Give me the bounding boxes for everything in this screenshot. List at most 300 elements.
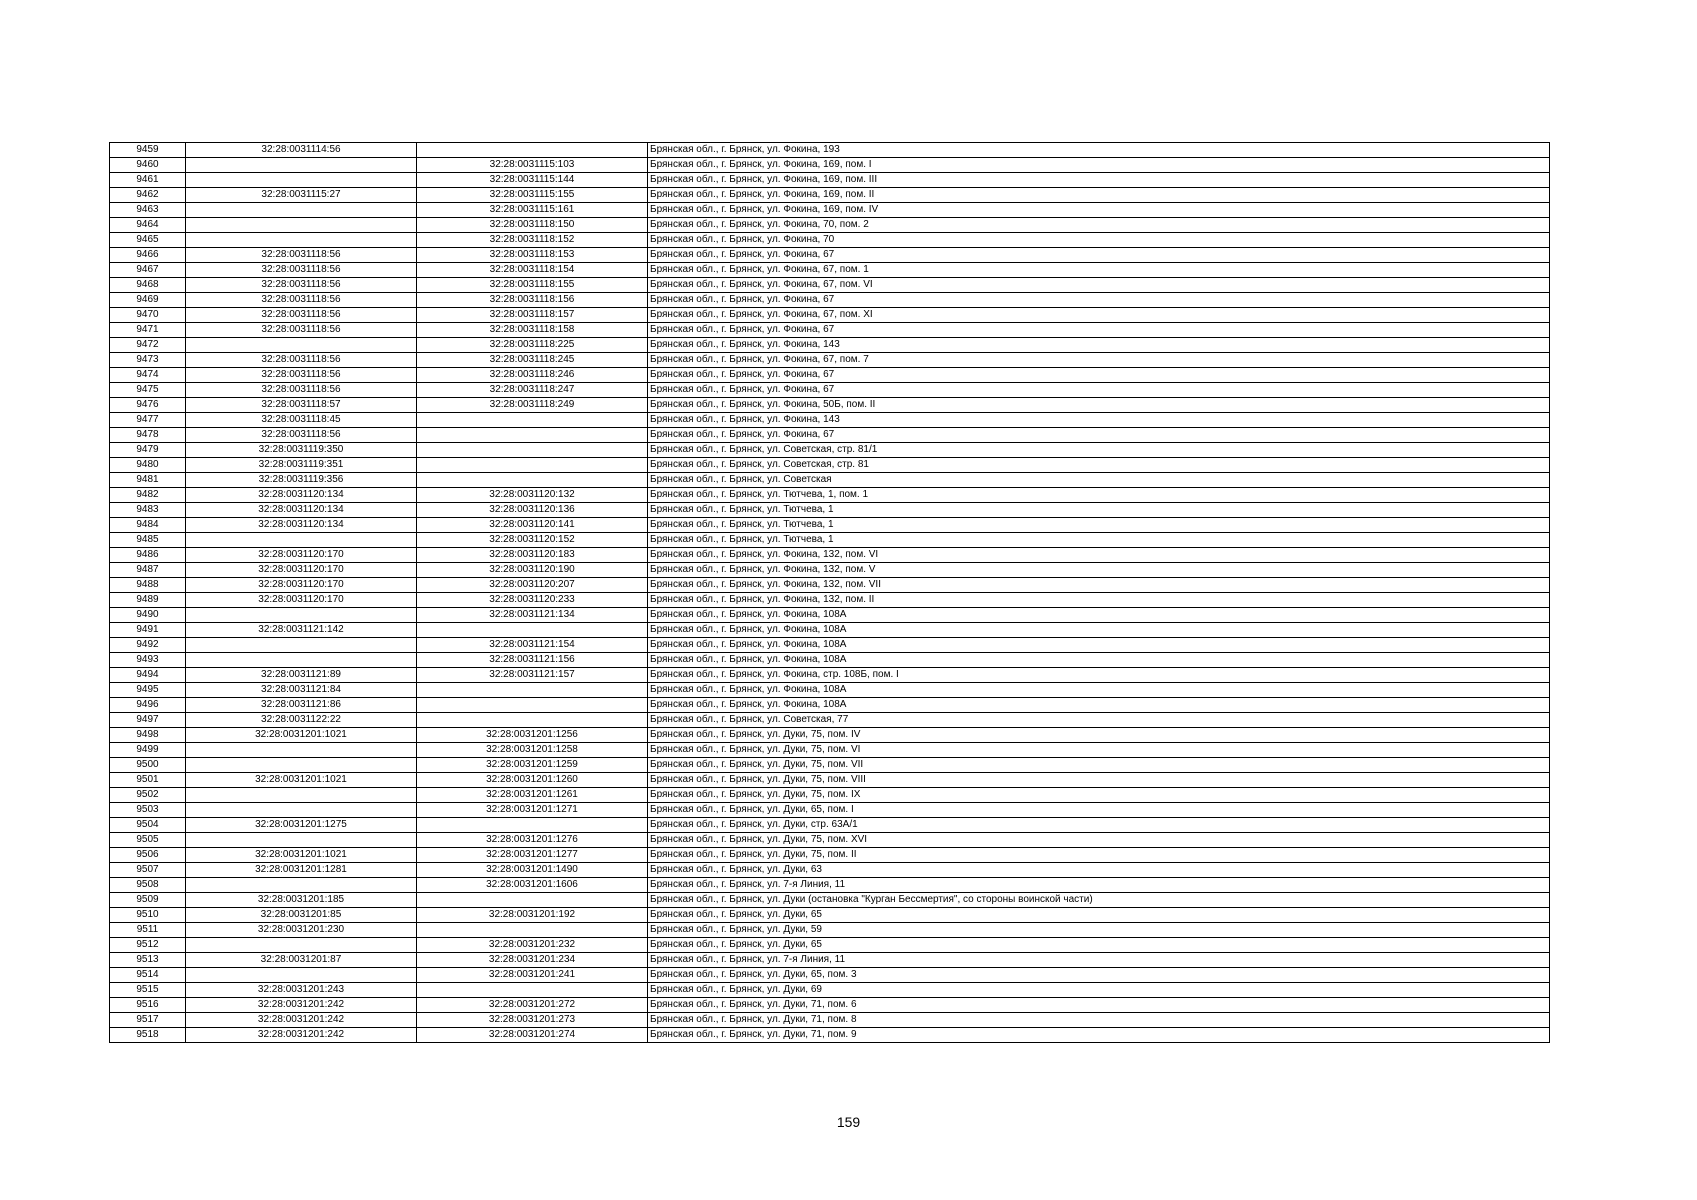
- object-cadastral-number-cell: 32:28:0031120:136: [417, 503, 648, 518]
- land-cadastral-number-cell: [186, 878, 417, 893]
- row-number-cell: 9476: [110, 398, 186, 413]
- table-row: [110, 773, 1550, 788]
- object-cadastral-number-cell: 32:28:0031201:274: [417, 1028, 648, 1043]
- row-number-cell: 9460: [110, 158, 186, 173]
- address-cell: Брянская обл., г. Брянск, ул. Дуки, 75, пом. IV: [648, 728, 1550, 743]
- object-cadastral-number-cell: [417, 143, 648, 158]
- table-row: [110, 218, 1550, 233]
- land-cadastral-number-cell: 32:28:0031118:56: [186, 383, 417, 398]
- land-cadastral-number-cell: [186, 653, 417, 668]
- table-row: [110, 713, 1550, 728]
- object-cadastral-number-cell: 32:28:0031120:183: [417, 548, 648, 563]
- object-cadastral-number-cell: 32:28:0031118:158: [417, 323, 648, 338]
- table-row: [110, 878, 1550, 893]
- object-cadastral-number-cell: 32:28:0031201:241: [417, 968, 648, 983]
- row-number-cell: 9462: [110, 188, 186, 203]
- land-cadastral-number-cell: [186, 203, 417, 218]
- address-cell: Брянская обл., г. Брянск, ул. Дуки, 65, пом. I: [648, 803, 1550, 818]
- row-number-cell: 9464: [110, 218, 186, 233]
- object-cadastral-number-cell: 32:28:0031120:207: [417, 578, 648, 593]
- land-cadastral-number-cell: 32:28:0031201:1021: [186, 773, 417, 788]
- table-row: [110, 953, 1550, 968]
- land-cadastral-number-cell: 32:28:0031201:242: [186, 998, 417, 1013]
- address-cell: Брянская обл., г. Брянск, ул. Фокина, 108А: [648, 653, 1550, 668]
- row-number-cell: 9495: [110, 683, 186, 698]
- row-number-cell: 9467: [110, 263, 186, 278]
- address-cell: Брянская обл., г. Брянск, ул. Фокина, 67: [648, 323, 1550, 338]
- land-cadastral-number-cell: 32:28:0031118:56: [186, 368, 417, 383]
- object-cadastral-number-cell: 32:28:0031118:153: [417, 248, 648, 263]
- object-cadastral-number-cell: [417, 893, 648, 908]
- row-number-cell: 9488: [110, 578, 186, 593]
- table-row: [110, 458, 1550, 473]
- address-cell: Брянская обл., г. Брянск, ул. Дуки (остановка "Курган Бессмертия", со стороны воинской части): [648, 893, 1550, 908]
- object-cadastral-number-cell: 32:28:0031115:144: [417, 173, 648, 188]
- table-row: [110, 923, 1550, 938]
- address-cell: Брянская обл., г. Брянск, ул. Фокина, 67: [648, 368, 1550, 383]
- row-number-cell: 9469: [110, 293, 186, 308]
- address-cell: Брянская обл., г. Брянск, ул. Фокина, 169, пом. II: [648, 188, 1550, 203]
- address-cell: Брянская обл., г. Брянск, ул. Дуки, 75, пом. VII: [648, 758, 1550, 773]
- table-row: [110, 803, 1550, 818]
- address-cell: Брянская обл., г. Брянск, ул. Дуки, 65, пом. 3: [648, 968, 1550, 983]
- land-cadastral-number-cell: 32:28:0031118:56: [186, 428, 417, 443]
- table-row: [110, 278, 1550, 293]
- row-number-cell: 9509: [110, 893, 186, 908]
- row-number-cell: 9514: [110, 968, 186, 983]
- object-cadastral-number-cell: 32:28:0031118:152: [417, 233, 648, 248]
- address-cell: Брянская обл., г. Брянск, ул. Советская, стр. 81/1: [648, 443, 1550, 458]
- land-cadastral-number-cell: 32:28:0031201:1021: [186, 848, 417, 863]
- address-cell: Брянская обл., г. Брянск, ул. Фокина, 108А: [648, 608, 1550, 623]
- object-cadastral-number-cell: 32:28:0031201:1260: [417, 773, 648, 788]
- land-cadastral-number-cell: 32:28:0031120:134: [186, 518, 417, 533]
- table-row: [110, 428, 1550, 443]
- address-cell: Брянская обл., г. Брянск, ул. Фокина, 132, пом. V: [648, 563, 1550, 578]
- object-cadastral-number-cell: 32:28:0031118:150: [417, 218, 648, 233]
- object-cadastral-number-cell: 32:28:0031120:233: [417, 593, 648, 608]
- address-cell: Брянская обл., г. Брянск, ул. Дуки, 71, пом. 8: [648, 1013, 1550, 1028]
- object-cadastral-number-cell: 32:28:0031120:152: [417, 533, 648, 548]
- land-cadastral-number-cell: 32:28:0031118:56: [186, 278, 417, 293]
- table-row: [110, 533, 1550, 548]
- address-cell: Брянская обл., г. Брянск, ул. Советская, 77: [648, 713, 1550, 728]
- land-cadastral-number-cell: [186, 758, 417, 773]
- land-cadastral-number-cell: 32:28:0031120:170: [186, 563, 417, 578]
- object-cadastral-number-cell: 32:28:0031121:154: [417, 638, 648, 653]
- land-cadastral-number-cell: 32:28:0031118:56: [186, 263, 417, 278]
- land-cadastral-number-cell: 32:28:0031118:56: [186, 293, 417, 308]
- address-cell: Брянская обл., г. Брянск, ул. Фокина, 108А: [648, 683, 1550, 698]
- land-cadastral-number-cell: 32:28:0031120:170: [186, 593, 417, 608]
- row-number-cell: 9511: [110, 923, 186, 938]
- land-cadastral-number-cell: 32:28:0031121:86: [186, 698, 417, 713]
- address-cell: Брянская обл., г. Брянск, ул. Дуки, 71, пом. 9: [648, 1028, 1550, 1043]
- object-cadastral-number-cell: 32:28:0031201:1258: [417, 743, 648, 758]
- object-cadastral-number-cell: [417, 413, 648, 428]
- row-number-cell: 9471: [110, 323, 186, 338]
- row-number-cell: 9498: [110, 728, 186, 743]
- object-cadastral-number-cell: [417, 428, 648, 443]
- land-cadastral-number-cell: 32:28:0031121:84: [186, 683, 417, 698]
- row-number-cell: 9491: [110, 623, 186, 638]
- table-row: [110, 518, 1550, 533]
- table-row: [110, 263, 1550, 278]
- table-row: [110, 308, 1550, 323]
- table-row: [110, 983, 1550, 998]
- object-cadastral-number-cell: 32:28:0031201:1490: [417, 863, 648, 878]
- object-cadastral-number-cell: 32:28:0031201:1261: [417, 788, 648, 803]
- table-row: [110, 503, 1550, 518]
- table-row: [110, 593, 1550, 608]
- address-cell: Брянская обл., г. Брянск, ул. Дуки, 65: [648, 938, 1550, 953]
- table-row: [110, 623, 1550, 638]
- table-row: [110, 758, 1550, 773]
- address-cell: Брянская обл., г. Брянск, ул. Дуки, 59: [648, 923, 1550, 938]
- row-number-cell: 9486: [110, 548, 186, 563]
- object-cadastral-number-cell: 32:28:0031121:156: [417, 653, 648, 668]
- object-cadastral-number-cell: 32:28:0031118:246: [417, 368, 648, 383]
- land-cadastral-number-cell: [186, 233, 417, 248]
- table-row: [110, 578, 1550, 593]
- row-number-cell: 9461: [110, 173, 186, 188]
- table-row: [110, 188, 1550, 203]
- row-number-cell: 9510: [110, 908, 186, 923]
- address-cell: Брянская обл., г. Брянск, ул. Дуки, 69: [648, 983, 1550, 998]
- table-row: [110, 728, 1550, 743]
- address-cell: Брянская обл., г. Брянск, ул. Дуки, стр. 63А/1: [648, 818, 1550, 833]
- land-cadastral-number-cell: 32:28:0031115:27: [186, 188, 417, 203]
- table-row: [110, 473, 1550, 488]
- address-cell: Брянская обл., г. Брянск, ул. Дуки, 75, пом. VI: [648, 743, 1550, 758]
- row-number-cell: 9480: [110, 458, 186, 473]
- address-cell: Брянская обл., г. Брянск, ул. Фокина, 67, пом. XI: [648, 308, 1550, 323]
- table-row: [110, 203, 1550, 218]
- land-cadastral-number-cell: 32:28:0031121:142: [186, 623, 417, 638]
- land-cadastral-number-cell: 32:28:0031120:170: [186, 578, 417, 593]
- row-number-cell: 9481: [110, 473, 186, 488]
- land-cadastral-number-cell: 32:28:0031114:56: [186, 143, 417, 158]
- object-cadastral-number-cell: [417, 443, 648, 458]
- object-cadastral-number-cell: 32:28:0031118:249: [417, 398, 648, 413]
- row-number-cell: 9508: [110, 878, 186, 893]
- table-row: [110, 998, 1550, 1013]
- object-cadastral-number-cell: [417, 698, 648, 713]
- table-row: [110, 488, 1550, 503]
- object-cadastral-number-cell: 32:28:0031115:161: [417, 203, 648, 218]
- address-cell: Брянская обл., г. Брянск, ул. Фокина, 108А: [648, 638, 1550, 653]
- address-cell: Брянская обл., г. Брянск, ул. Фокина, 67: [648, 293, 1550, 308]
- table-row: [110, 668, 1550, 683]
- object-cadastral-number-cell: 32:28:0031118:247: [417, 383, 648, 398]
- table-row: [110, 968, 1550, 983]
- address-cell: Брянская обл., г. Брянск, ул. Фокина, 132, пом. VI: [648, 548, 1550, 563]
- table-row: [110, 158, 1550, 173]
- row-number-cell: 9459: [110, 143, 186, 158]
- land-cadastral-number-cell: [186, 158, 417, 173]
- address-cell: Брянская обл., г. Брянск, ул. Фокина, 132, пом. II: [648, 593, 1550, 608]
- address-cell: Брянская обл., г. Брянск, ул. Фокина, 108А: [648, 698, 1550, 713]
- land-cadastral-number-cell: 32:28:0031122:22: [186, 713, 417, 728]
- land-cadastral-number-cell: [186, 218, 417, 233]
- table-row: [110, 893, 1550, 908]
- land-cadastral-number-cell: [186, 638, 417, 653]
- table-row: [110, 788, 1550, 803]
- registry-table: [109, 142, 1550, 1043]
- address-cell: Брянская обл., г. Брянск, ул. Фокина, 169, пом. IV: [648, 203, 1550, 218]
- table-row: [110, 908, 1550, 923]
- row-number-cell: 9484: [110, 518, 186, 533]
- address-cell: Брянская обл., г. Брянск, ул. Фокина, 143: [648, 338, 1550, 353]
- address-cell: Брянская обл., г. Брянск, ул. Фокина, 132, пом. VII: [648, 578, 1550, 593]
- address-cell: Брянская обл., г. Брянск, ул. Фокина, 67, пом. VI: [648, 278, 1550, 293]
- table-row: [110, 443, 1550, 458]
- land-cadastral-number-cell: 32:28:0031119:356: [186, 473, 417, 488]
- address-cell: Брянская обл., г. Брянск, ул. Дуки, 63: [648, 863, 1550, 878]
- object-cadastral-number-cell: 32:28:0031121:157: [417, 668, 648, 683]
- land-cadastral-number-cell: 32:28:0031119:351: [186, 458, 417, 473]
- row-number-cell: 9502: [110, 788, 186, 803]
- table-row: [110, 743, 1550, 758]
- land-cadastral-number-cell: 32:28:0031120:170: [186, 548, 417, 563]
- row-number-cell: 9466: [110, 248, 186, 263]
- address-cell: Брянская обл., г. Брянск, ул. Фокина, 108А: [648, 623, 1550, 638]
- object-cadastral-number-cell: 32:28:0031115:155: [417, 188, 648, 203]
- address-cell: Брянская обл., г. Брянск, ул. Фокина, 169, пом. III: [648, 173, 1550, 188]
- land-cadastral-number-cell: 32:28:0031201:1275: [186, 818, 417, 833]
- table-row: [110, 848, 1550, 863]
- row-number-cell: 9479: [110, 443, 186, 458]
- row-number-cell: 9485: [110, 533, 186, 548]
- land-cadastral-number-cell: [186, 803, 417, 818]
- row-number-cell: 9475: [110, 383, 186, 398]
- address-cell: Брянская обл., г. Брянск, ул. Фокина, 67: [648, 428, 1550, 443]
- row-number-cell: 9487: [110, 563, 186, 578]
- address-cell: Брянская обл., г. Брянск, ул. Фокина, 70: [648, 233, 1550, 248]
- land-cadastral-number-cell: 32:28:0031118:57: [186, 398, 417, 413]
- table-row: [110, 698, 1550, 713]
- object-cadastral-number-cell: 32:28:0031201:1256: [417, 728, 648, 743]
- table-row: [110, 323, 1550, 338]
- row-number-cell: 9482: [110, 488, 186, 503]
- object-cadastral-number-cell: 32:28:0031118:245: [417, 353, 648, 368]
- row-number-cell: 9513: [110, 953, 186, 968]
- row-number-cell: 9489: [110, 593, 186, 608]
- object-cadastral-number-cell: 32:28:0031118:157: [417, 308, 648, 323]
- address-cell: Брянская обл., г. Брянск, ул. Фокина, 169, пом. I: [648, 158, 1550, 173]
- land-cadastral-number-cell: [186, 533, 417, 548]
- object-cadastral-number-cell: 32:28:0031201:192: [417, 908, 648, 923]
- object-cadastral-number-cell: 32:28:0031115:103: [417, 158, 648, 173]
- table-row: [110, 383, 1550, 398]
- address-cell: Брянская обл., г. Брянск, ул. Советская, стр. 81: [648, 458, 1550, 473]
- land-cadastral-number-cell: 32:28:0031201:87: [186, 953, 417, 968]
- row-number-cell: 9483: [110, 503, 186, 518]
- land-cadastral-number-cell: 32:28:0031118:56: [186, 323, 417, 338]
- object-cadastral-number-cell: 32:28:0031201:273: [417, 1013, 648, 1028]
- land-cadastral-number-cell: 32:28:0031118:56: [186, 353, 417, 368]
- object-cadastral-number-cell: [417, 683, 648, 698]
- row-number-cell: 9501: [110, 773, 186, 788]
- table-row: [110, 938, 1550, 953]
- object-cadastral-number-cell: 32:28:0031201:1271: [417, 803, 648, 818]
- address-cell: Брянская обл., г. Брянск, ул. Фокина, 70, пом. 2: [648, 218, 1550, 233]
- object-cadastral-number-cell: 32:28:0031201:272: [417, 998, 648, 1013]
- row-number-cell: 9478: [110, 428, 186, 443]
- table-row: [110, 863, 1550, 878]
- land-cadastral-number-cell: [186, 173, 417, 188]
- row-number-cell: 9494: [110, 668, 186, 683]
- row-number-cell: 9473: [110, 353, 186, 368]
- table-row: [110, 563, 1550, 578]
- address-cell: Брянская обл., г. Брянск, ул. Дуки, 75, пом. II: [648, 848, 1550, 863]
- table-row: [110, 368, 1550, 383]
- row-number-cell: 9470: [110, 308, 186, 323]
- address-cell: Брянская обл., г. Брянск, ул. Фокина, стр. 108Б, пом. I: [648, 668, 1550, 683]
- address-cell: Брянская обл., г. Брянск, ул. Дуки, 75, пом. VIII: [648, 773, 1550, 788]
- row-number-cell: 9516: [110, 998, 186, 1013]
- object-cadastral-number-cell: 32:28:0031201:1259: [417, 758, 648, 773]
- object-cadastral-number-cell: [417, 923, 648, 938]
- table-row: [110, 1013, 1550, 1028]
- row-number-cell: 9504: [110, 818, 186, 833]
- object-cadastral-number-cell: 32:28:0031118:225: [417, 338, 648, 353]
- land-cadastral-number-cell: 32:28:0031201:85: [186, 908, 417, 923]
- object-cadastral-number-cell: [417, 458, 648, 473]
- object-cadastral-number-cell: 32:28:0031201:232: [417, 938, 648, 953]
- land-cadastral-number-cell: [186, 938, 417, 953]
- land-cadastral-number-cell: [186, 608, 417, 623]
- table-row: [110, 293, 1550, 308]
- row-number-cell: 9474: [110, 368, 186, 383]
- address-cell: Брянская обл., г. Брянск, ул. Тютчева, 1, пом. 1: [648, 488, 1550, 503]
- object-cadastral-number-cell: [417, 983, 648, 998]
- land-cadastral-number-cell: 32:28:0031120:134: [186, 488, 417, 503]
- address-cell: Брянская обл., г. Брянск, ул. Фокина, 67, пом. 7: [648, 353, 1550, 368]
- table-row: [110, 1028, 1550, 1043]
- table-row: [110, 818, 1550, 833]
- land-cadastral-number-cell: 32:28:0031201:242: [186, 1013, 417, 1028]
- row-number-cell: 9463: [110, 203, 186, 218]
- row-number-cell: 9477: [110, 413, 186, 428]
- object-cadastral-number-cell: [417, 473, 648, 488]
- land-cadastral-number-cell: [186, 968, 417, 983]
- land-cadastral-number-cell: [186, 338, 417, 353]
- address-cell: Брянская обл., г. Брянск, ул. 7-я Линия, 11: [648, 953, 1550, 968]
- table-row: [110, 398, 1550, 413]
- table-row: [110, 248, 1550, 263]
- table-row: [110, 173, 1550, 188]
- row-number-cell: 9517: [110, 1013, 186, 1028]
- land-cadastral-number-cell: 32:28:0031201:185: [186, 893, 417, 908]
- object-cadastral-number-cell: 32:28:0031120:190: [417, 563, 648, 578]
- row-number-cell: 9507: [110, 863, 186, 878]
- address-cell: Брянская обл., г. Брянск, ул. Советская: [648, 473, 1550, 488]
- row-number-cell: 9518: [110, 1028, 186, 1043]
- land-cadastral-number-cell: 32:28:0031118:56: [186, 248, 417, 263]
- row-number-cell: 9497: [110, 713, 186, 728]
- table-row: [110, 413, 1550, 428]
- address-cell: Брянская обл., г. Брянск, ул. Тютчева, 1: [648, 503, 1550, 518]
- row-number-cell: 9492: [110, 638, 186, 653]
- address-cell: Брянская обл., г. Брянск, ул. Дуки, 75, пом. XVI: [648, 833, 1550, 848]
- address-cell: Брянская обл., г. Брянск, ул. Фокина, 50Б, пом. II: [648, 398, 1550, 413]
- object-cadastral-number-cell: [417, 623, 648, 638]
- land-cadastral-number-cell: 32:28:0031118:56: [186, 308, 417, 323]
- row-number-cell: 9515: [110, 983, 186, 998]
- object-cadastral-number-cell: 32:28:0031118:154: [417, 263, 648, 278]
- land-cadastral-number-cell: [186, 743, 417, 758]
- object-cadastral-number-cell: 32:28:0031201:1606: [417, 878, 648, 893]
- address-cell: Брянская обл., г. Брянск, ул. Фокина, 67: [648, 383, 1550, 398]
- object-cadastral-number-cell: 32:28:0031201:234: [417, 953, 648, 968]
- table-row: [110, 833, 1550, 848]
- row-number-cell: 9512: [110, 938, 186, 953]
- address-cell: Брянская обл., г. Брянск, ул. 7-я Линия, 11: [648, 878, 1550, 893]
- land-cadastral-number-cell: 32:28:0031120:134: [186, 503, 417, 518]
- object-cadastral-number-cell: 32:28:0031201:1277: [417, 848, 648, 863]
- table-row: [110, 683, 1550, 698]
- object-cadastral-number-cell: 32:28:0031120:132: [417, 488, 648, 503]
- row-number-cell: 9506: [110, 848, 186, 863]
- land-cadastral-number-cell: [186, 788, 417, 803]
- address-cell: Брянская обл., г. Брянск, ул. Дуки, 75, пом. IX: [648, 788, 1550, 803]
- row-number-cell: 9500: [110, 758, 186, 773]
- row-number-cell: 9465: [110, 233, 186, 248]
- land-cadastral-number-cell: 32:28:0031201:242: [186, 1028, 417, 1043]
- land-cadastral-number-cell: 32:28:0031121:89: [186, 668, 417, 683]
- page-number: 159: [836, 1114, 861, 1130]
- object-cadastral-number-cell: 32:28:0031118:156: [417, 293, 648, 308]
- object-cadastral-number-cell: [417, 713, 648, 728]
- address-cell: Брянская обл., г. Брянск, ул. Тютчева, 1: [648, 533, 1550, 548]
- object-cadastral-number-cell: 32:28:0031121:134: [417, 608, 648, 623]
- land-cadastral-number-cell: 32:28:0031201:1281: [186, 863, 417, 878]
- registry-table-body: [110, 143, 1550, 1043]
- land-cadastral-number-cell: 32:28:0031119:350: [186, 443, 417, 458]
- row-number-cell: 9493: [110, 653, 186, 668]
- land-cadastral-number-cell: 32:28:0031118:45: [186, 413, 417, 428]
- table-row: [110, 653, 1550, 668]
- row-number-cell: 9472: [110, 338, 186, 353]
- address-cell: Брянская обл., г. Брянск, ул. Фокина, 67: [648, 248, 1550, 263]
- object-cadastral-number-cell: 32:28:0031201:1276: [417, 833, 648, 848]
- row-number-cell: 9496: [110, 698, 186, 713]
- row-number-cell: 9468: [110, 278, 186, 293]
- object-cadastral-number-cell: 32:28:0031120:141: [417, 518, 648, 533]
- address-cell: Брянская обл., г. Брянск, ул. Дуки, 71, пом. 6: [648, 998, 1550, 1013]
- address-cell: Брянская обл., г. Брянск, ул. Фокина, 143: [648, 413, 1550, 428]
- address-cell: Брянская обл., г. Брянск, ул. Фокина, 67, пом. 1: [648, 263, 1550, 278]
- table-row: [110, 338, 1550, 353]
- table-row: [110, 233, 1550, 248]
- address-cell: Брянская обл., г. Брянск, ул. Дуки, 65: [648, 908, 1550, 923]
- row-number-cell: 9505: [110, 833, 186, 848]
- address-cell: Брянская обл., г. Брянск, ул. Тютчева, 1: [648, 518, 1550, 533]
- land-cadastral-number-cell: 32:28:0031201:1021: [186, 728, 417, 743]
- object-cadastral-number-cell: 32:28:0031118:155: [417, 278, 648, 293]
- table-row: [110, 353, 1550, 368]
- table-row: [110, 638, 1550, 653]
- table-row: [110, 548, 1550, 563]
- address-cell: Брянская обл., г. Брянск, ул. Фокина, 193: [648, 143, 1550, 158]
- object-cadastral-number-cell: [417, 818, 648, 833]
- table-row: [110, 143, 1550, 158]
- land-cadastral-number-cell: 32:28:0031201:243: [186, 983, 417, 998]
- table-row: [110, 608, 1550, 623]
- land-cadastral-number-cell: [186, 833, 417, 848]
- row-number-cell: 9503: [110, 803, 186, 818]
